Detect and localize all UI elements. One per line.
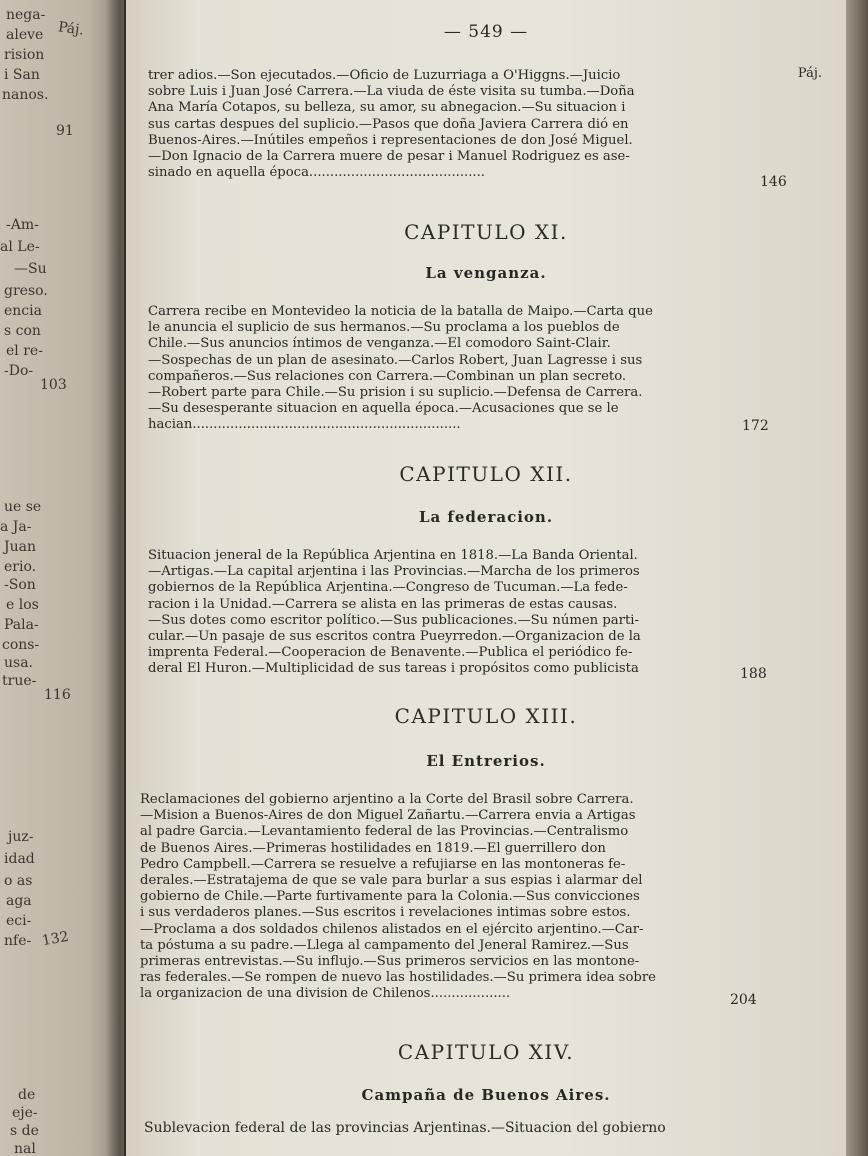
toc-line: —Don Ignacio de la Carrera muere de pesar i Manuel Rodriguez es ase- [148,149,630,165]
toc-line: Chile.—Sus anuncios íntimos de venganza.—El comodoro Saint-Clair. [148,336,611,352]
left-fragment: greso. [4,283,48,299]
toc-line: —Su desesperante situacion en aquella época.—Acusaciones que se le [148,401,619,417]
left-fragment: nanos. [2,87,49,103]
toc-line: Pedro Campbell.—Carrera se resuelve a refujiarse en las montoneras fe- [140,856,626,872]
chapter-heading: CAPITULO XIII. [394,704,578,728]
toc-line: racion i la Unidad.—Carrera se alista en las primeras de estas causas. [148,596,618,612]
toc-line: sinado en aquella época.......................................... [148,165,485,181]
left-fragment: s de [10,1123,39,1139]
chapter-heading: CAPITULO XI. [404,220,568,244]
toc-line: Reclamaciones del gobierno arjentino a la Corte del Brasil sobre Carrera. [140,792,634,807]
chapter-subtitle: El Entrerios. [426,752,546,770]
left-fragment: juz- [8,829,34,845]
right-page [126,0,846,1156]
left-fragment: aga [6,893,32,909]
left-fragment: erio. [4,559,37,575]
left-fragment: idad [4,851,35,867]
toc-line: trer adios.—Son ejecutados.—Oficio de Luzurriaga a O'Higgns.—Juicio [148,68,621,83]
chapter-subtitle: Campaña de Buenos Aires. [361,1086,611,1104]
chapter-heading: CAPITULO XIV. [397,1040,575,1064]
left-fragment: -Son [4,577,36,593]
toc-line: hacian................................................................ [148,417,461,433]
toc-line: Buenos-Aires.—Inútiles empeños i representaciones de don José Miguel. [148,132,633,148]
left-fragment: nal [14,1141,36,1156]
toc-line: sus cartas despues del suplicio.—Pasos que doña Javiera Carrera dió en [148,116,629,132]
chapter-subtitle: La federacion. [418,508,554,526]
toc-page-ref: 204 [730,992,757,1008]
left-fragment: —Su [14,261,47,277]
left-fragment: rision [4,47,45,63]
toc-paragraph [148,68,796,181]
toc-line: ta póstuma a su padre.—Llega al campamento del Jeneral Ramirez.—Sus [140,937,629,953]
left-fragment: nega- [6,7,46,23]
toc-line: Situacion jeneral de la República Arjentina en 1818.—La Banda Oriental. [148,548,638,563]
toc-line: Carrera recibe en Montevideo la noticia de la batalla de Maipo.—Carta que [148,304,653,319]
toc-line: deral El Huron.—Multiplicidad de sus tareas i propósitos como publicista [148,661,639,677]
left-page-number: 91 [56,123,74,139]
toc-line: imprenta Federal.—Cooperacion de Benavente.—Publica el periódico fe- [148,645,633,661]
toc-line: Sublevacion federal de las provincias Arjentinas.—Situacion del gobierno [144,1120,666,1136]
toc-paragraph [148,304,796,434]
page-number: — 549 — [443,22,529,42]
toc-line: al padre Garcia.—Levantamiento federal de las Provincias.—Centralismo [140,824,629,840]
left-fragment: true- [2,673,37,689]
left-fragment: al Le- [0,239,40,255]
left-page-number: 132 [40,928,70,950]
left-fragment: nfe- [4,933,32,949]
left-fragment: eje- [12,1105,38,1121]
toc-line: —Proclama a dos soldados chilenos alistados en el ejército arjentino.—Car- [140,921,644,937]
page-edge-shadow [846,0,868,1156]
left-fragment: Páj. [57,19,85,39]
left-fragment: -Do- [4,363,34,379]
toc-line: —Robert parte para Chile.—Su prision i su suplicio.—Defensa de Carrera. [148,385,643,401]
left-fragment: e los [6,597,39,613]
toc-line: de Buenos Aires.—Primeras hostilidades en 1819.—El guerrillero don [140,840,606,856]
left-fragment: a Ja- [0,519,32,535]
left-fragment: i San [4,67,40,83]
toc-line: Ana María Cotapos, su belleza, su amor, su abnegacion.—Su situacion i [148,100,626,116]
toc-line: gobierno de Chile.—Parte furtivamente para la Colonia.—Sus convicciones [140,889,640,905]
page-column-label: Páj. [797,66,822,81]
left-fragment: cons- [2,637,40,653]
left-fragment: Juan [4,539,36,555]
toc-line: derales.—Estratajema de que se vale para burlar a sus espias i alarmar del [140,873,643,889]
toc-line: gobiernos de la República Arjentina.—Congreso de Tucuman.—La fede- [148,580,628,596]
toc-line: —Mision a Buenos-Aires de don Miguel Zañartu.—Carrera envia a Artigas [140,808,636,824]
left-fragment: de [18,1087,36,1103]
toc-paragraph [144,1120,744,1136]
toc-line: ras federales.—Se rompen de nuevo las hostilidades.—Su primera idea sobre [140,970,656,986]
left-fragment: encia [4,303,42,319]
left-fragment: s con [4,323,41,339]
toc-page-ref: 146 [760,174,787,190]
left-page-number: 116 [44,687,71,703]
left-fragment: aleve [6,27,44,43]
toc-line: primeras entrevistas.—Su influjo.—Sus primeros servicios en las montone- [140,954,640,970]
toc-page-ref: 172 [742,418,769,434]
chapter-subtitle: La venganza. [425,264,547,282]
left-fragment: el re- [6,343,43,359]
left-fragment: Pala- [4,617,39,633]
toc-paragraph [148,548,748,678]
toc-line: sobre Luis i Juan José Carrera.—La viuda de éste visita su tumba.—Doña [148,84,635,100]
toc-paragraph [140,792,740,1003]
toc-line: compañeros.—Sus relaciones con Carrera.—Combinan un plan secreto. [148,368,627,384]
toc-line: —Artigas.—La capital arjentina i las Provincias.—Marcha de los primeros [148,564,640,580]
left-fragment: -Am- [6,217,39,233]
toc-line: —Sus dotes como escritor político.—Sus publicaciones.—Su númen parti- [148,612,639,628]
toc-line: i sus verdaderos planes.—Sus escritos i revelaciones intimas sobre estos. [140,905,631,921]
toc-page-ref: 188 [740,666,767,682]
toc-line: —Sospechas de un plan de asesinato.—Carlos Robert, Juan Lagresse i sus [148,352,643,368]
left-fragment: ue se [4,499,42,515]
toc-line: le anuncia el suplicio de sus hermanos.—Su proclama a los pueblos de [148,320,620,336]
left-fragment: eci- [6,913,32,929]
toc-line: la organizacion de una division de Chilenos................... [140,986,511,1002]
chapter-heading: CAPITULO XII. [399,462,573,486]
left-fragment: o as [4,873,33,889]
toc-line: cular.—Un pasaje de sus escritos contra Pueyrredon.—Organizacion de la [148,629,641,645]
left-fragment: usa. [4,655,33,671]
left-page-number: 103 [40,377,67,393]
